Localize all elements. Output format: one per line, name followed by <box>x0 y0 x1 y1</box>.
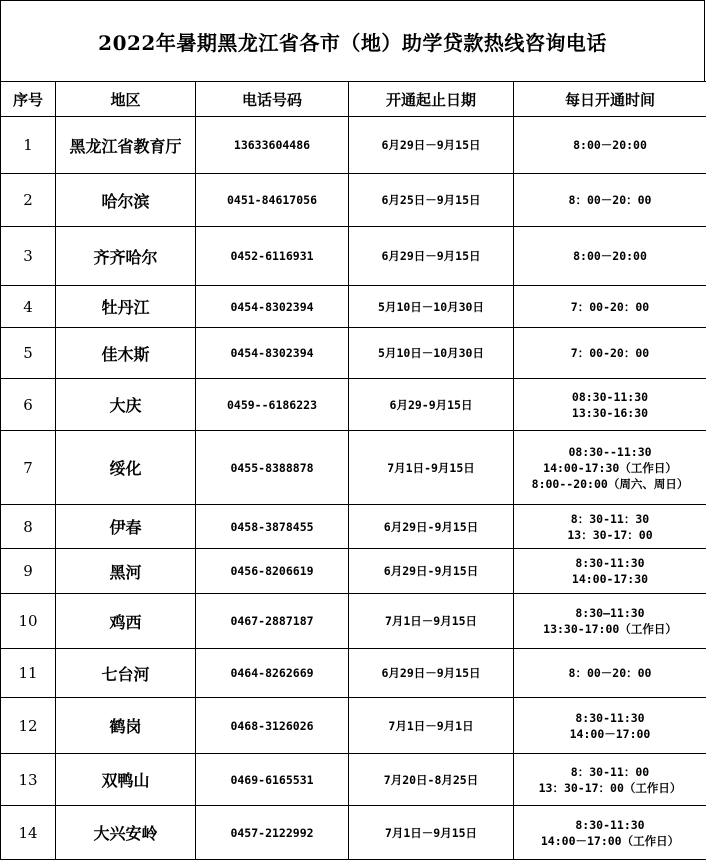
row-hours <box>514 649 706 698</box>
table-row <box>1 227 706 286</box>
table-row <box>1 379 706 431</box>
row-region: 双鸭山 <box>56 754 196 806</box>
row-dates: 6月29日-9月15日 <box>349 549 514 594</box>
row-dates: 7月1日－9月15日 <box>349 594 514 649</box>
row-phone: 13633604486 <box>196 117 349 174</box>
hours-line: 8:30—11:30 <box>514 605 706 621</box>
header-no: 序号 <box>1 82 56 117</box>
row-number: 9 <box>1 549 56 594</box>
row-region: 黑河 <box>56 549 196 594</box>
row-phone: 0454-8302394 <box>196 328 349 379</box>
row-dates: 6月29日-9月15日 <box>349 505 514 549</box>
row-number: 8 <box>1 505 56 549</box>
row-dates: 6月29-9月15日 <box>349 379 514 431</box>
hours-line: 8：30-11：00 <box>514 764 706 780</box>
hours-line: 13:30-16:30 <box>514 405 706 421</box>
hours-line: 8：30-11：30 <box>514 511 706 527</box>
row-number: 4 <box>1 286 56 328</box>
row-hours <box>514 806 706 860</box>
row-number: 2 <box>1 174 56 227</box>
row-dates: 6月29日－9月15日 <box>349 649 514 698</box>
row-number: 6 <box>1 379 56 431</box>
hours-line: 13:30-17:00（工作日） <box>514 621 706 637</box>
row-number: 13 <box>1 754 56 806</box>
row-phone: 0456-8206619 <box>196 549 349 594</box>
table-body <box>1 117 706 860</box>
hours-line: 8：00－20：00 <box>514 665 706 681</box>
row-region: 伊春 <box>56 505 196 549</box>
row-hours <box>514 227 706 286</box>
hours-line: 13：30-17：00 <box>514 527 706 543</box>
row-dates: 7月1日－9月1日 <box>349 698 514 754</box>
row-region: 黑龙江省教育厅 <box>56 117 196 174</box>
row-phone: 0469-6165531 <box>196 754 349 806</box>
row-dates: 5月10日－10月30日 <box>349 328 514 379</box>
hours-line: 08:30-11:30 <box>514 389 706 405</box>
table-row <box>1 806 706 860</box>
row-dates: 7月1日－9月15日 <box>349 806 514 860</box>
row-hours <box>514 379 706 431</box>
hours-line: 14:00-17:30（工作日） <box>514 460 706 476</box>
table-row <box>1 286 706 328</box>
row-phone: 0455-8388878 <box>196 431 349 505</box>
row-phone: 0454-8302394 <box>196 286 349 328</box>
hours-line: 8:30-11:30 <box>514 710 706 726</box>
header-hours: 每日开通时间 <box>514 82 706 117</box>
hotline-table <box>0 81 706 860</box>
hours-line: 13：30-17：00（工作日） <box>514 780 706 796</box>
row-region: 七台河 <box>56 649 196 698</box>
row-number: 11 <box>1 649 56 698</box>
row-region: 鸡西 <box>56 594 196 649</box>
row-number: 12 <box>1 698 56 754</box>
row-hours <box>514 431 706 505</box>
hours-line: 14:00－17:00 <box>514 726 706 742</box>
table-row <box>1 594 706 649</box>
hours-line: 8:00－20:00 <box>514 137 706 153</box>
row-hours <box>514 505 706 549</box>
table-row <box>1 549 706 594</box>
row-phone: 0464-8262669 <box>196 649 349 698</box>
row-dates: 7月1日-9月15日 <box>349 431 514 505</box>
table-row <box>1 698 706 754</box>
row-dates: 6月25日－9月15日 <box>349 174 514 227</box>
header-dates: 开通起止日期 <box>349 82 514 117</box>
row-number: 14 <box>1 806 56 860</box>
hours-line: 8：00－20：00 <box>514 192 706 208</box>
row-hours <box>514 174 706 227</box>
row-dates: 6月29日－9月15日 <box>349 117 514 174</box>
row-dates: 5月10日－10月30日 <box>349 286 514 328</box>
row-phone: 0459--6186223 <box>196 379 349 431</box>
row-hours <box>514 594 706 649</box>
hours-line: 7：00-20：00 <box>514 345 706 361</box>
row-number: 5 <box>1 328 56 379</box>
table-row <box>1 505 706 549</box>
hours-line: 8:30-11:30 <box>514 817 706 833</box>
row-region: 齐齐哈尔 <box>56 227 196 286</box>
row-number: 10 <box>1 594 56 649</box>
table-row <box>1 754 706 806</box>
row-dates: 7月20日-8月25日 <box>349 754 514 806</box>
hours-line: 8:30-11:30 <box>514 555 706 571</box>
row-region: 哈尔滨 <box>56 174 196 227</box>
row-region: 牡丹江 <box>56 286 196 328</box>
hours-line: 8:00－20:00 <box>514 248 706 264</box>
row-hours <box>514 328 706 379</box>
row-region: 绥化 <box>56 431 196 505</box>
row-region: 鹤岗 <box>56 698 196 754</box>
row-dates: 6月29日－9月15日 <box>349 227 514 286</box>
row-number: 3 <box>1 227 56 286</box>
row-phone: 0451-84617056 <box>196 174 349 227</box>
hours-line: 8:00--20:00（周六、周日） <box>514 476 706 492</box>
table-row <box>1 431 706 505</box>
header-region: 地区 <box>56 82 196 117</box>
row-region: 佳木斯 <box>56 328 196 379</box>
row-number: 7 <box>1 431 56 505</box>
row-region: 大兴安岭 <box>56 806 196 860</box>
row-hours <box>514 754 706 806</box>
row-hours <box>514 549 706 594</box>
row-number: 1 <box>1 117 56 174</box>
hours-line: 14:00－17:00（工作日） <box>514 833 706 849</box>
hours-line: 08:30--11:30 <box>514 444 706 460</box>
row-phone: 0452-6116931 <box>196 227 349 286</box>
table-row <box>1 117 706 174</box>
table-row <box>1 328 706 379</box>
row-phone: 0468-3126026 <box>196 698 349 754</box>
row-hours <box>514 117 706 174</box>
hours-line: 7：00-20：00 <box>514 299 706 315</box>
row-phone: 0457-2122992 <box>196 806 349 860</box>
row-hours <box>514 698 706 754</box>
row-phone: 0458-3878455 <box>196 505 349 549</box>
row-phone: 0467-2887187 <box>196 594 349 649</box>
header-phone: 电话号码 <box>196 82 349 117</box>
table-row <box>1 174 706 227</box>
hours-line: 14:00-17:30 <box>514 571 706 587</box>
table-row <box>1 649 706 698</box>
row-region: 大庆 <box>56 379 196 431</box>
header-row <box>1 82 706 117</box>
sheet-title: 2022年暑期黑龙江省各市（地）助学贷款热线咨询电话 <box>0 0 705 81</box>
row-hours <box>514 286 706 328</box>
